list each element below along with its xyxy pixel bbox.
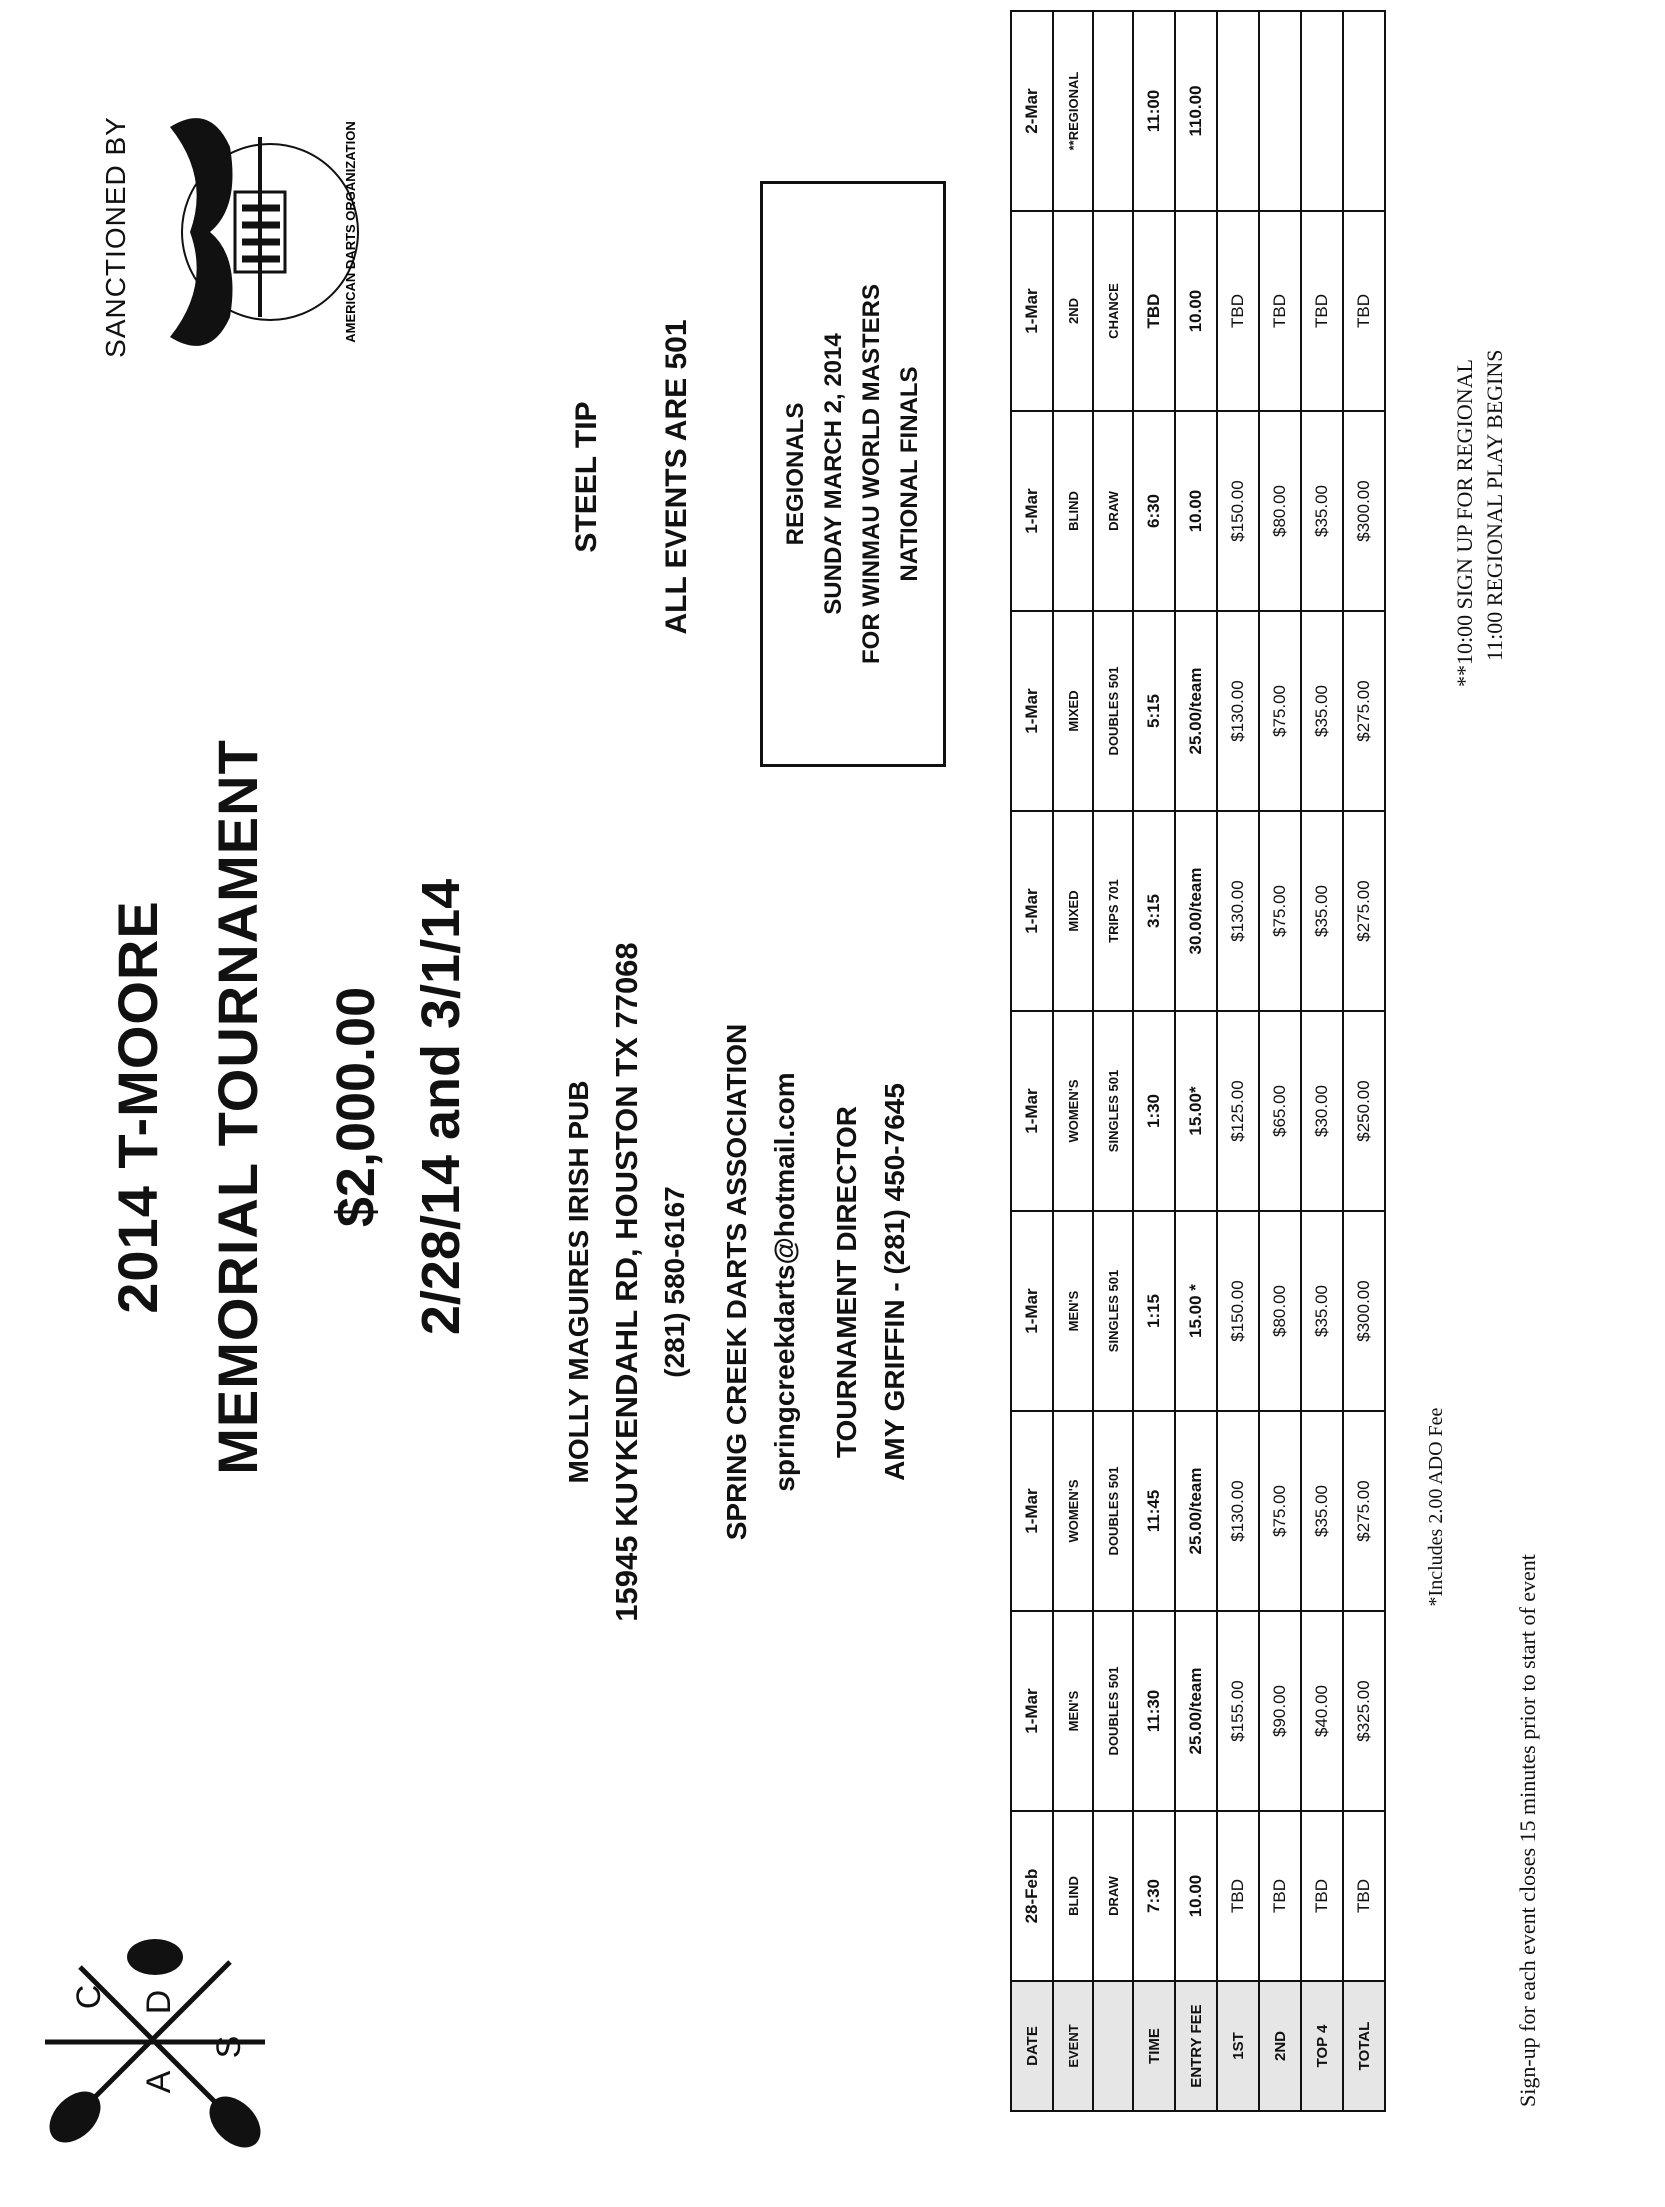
schedule-row-date	[1011, 11, 1053, 2111]
regionals-date: SUNDAY MARCH 2, 2014	[820, 333, 847, 615]
schedule-cell: 1-Mar	[1011, 1011, 1053, 1211]
schedule-cell: 1-Mar	[1011, 211, 1053, 411]
schedule-cell: 25.00/team	[1175, 1611, 1217, 1811]
regional-signup-note: **10:00 SIGN UP FOR REGIONAL	[1452, 359, 1477, 687]
schedule-cell	[1301, 11, 1343, 211]
venue-name: MOLLY MAGUIRES IRISH PUB	[563, 1080, 594, 1484]
schedule-cell: 10.00	[1175, 411, 1217, 611]
schedule-cell: $130.00	[1217, 611, 1259, 811]
logo-letter-a: A	[140, 2070, 178, 2094]
schedule-cell: 1:30	[1133, 1011, 1175, 1211]
schedule-cell: 28-Feb	[1011, 1811, 1053, 1981]
schedule-cell	[1259, 11, 1301, 211]
row-label	[1093, 1981, 1133, 2111]
schedule-cell: 6:30	[1133, 411, 1175, 611]
schedule-cell: $250.00	[1343, 1011, 1385, 1211]
steel-tip-label: STEEL TIP	[570, 401, 603, 553]
logo-letter-d: D	[140, 1989, 178, 2015]
schedule-cell: 25.00/team	[1175, 611, 1217, 811]
schedule-cell: 2-Mar	[1011, 11, 1053, 211]
schedule-cell: $75.00	[1259, 1411, 1301, 1611]
schedule-row-entry-fee	[1175, 11, 1217, 2111]
logo-letter-c: C	[70, 1984, 108, 2010]
schedule-row-type	[1093, 11, 1133, 2111]
schedule-cell: MIXED	[1053, 611, 1093, 811]
schedule-cell: $40.00	[1301, 1611, 1343, 1811]
schedule-cell: $300.00	[1343, 1211, 1385, 1411]
schedule-cell: 1-Mar	[1011, 1411, 1053, 1611]
schedule-cell: 11:45	[1133, 1411, 1175, 1611]
schedule-cell: TBD	[1133, 211, 1175, 411]
row-label: DATE	[1011, 1981, 1053, 2111]
schedule-cell: $325.00	[1343, 1611, 1385, 1811]
row-label: 1ST	[1217, 1981, 1259, 2111]
row-label: TOTAL	[1343, 1981, 1385, 2111]
schedule-cell: $80.00	[1259, 411, 1301, 611]
ado-logo	[150, 87, 360, 377]
ado-fee-note: *Includes 2.00 ADO Fee	[1425, 1407, 1447, 1607]
schedule-cell: DRAW	[1093, 411, 1133, 611]
schedule-cell: 1-Mar	[1011, 411, 1053, 611]
schedule-row-second	[1259, 11, 1301, 2111]
schedule-row-first	[1217, 11, 1259, 2111]
schedule-cell: $75.00	[1259, 811, 1301, 1011]
schedule-cell: $75.00	[1259, 611, 1301, 811]
schedule-cell: $35.00	[1301, 611, 1343, 811]
schedule-cell: TBD	[1217, 211, 1259, 411]
association-email: springcreekdarts@hotmail.com	[769, 1072, 800, 1492]
schedule-cell: 5:15	[1133, 611, 1175, 811]
schedule-cell	[1217, 11, 1259, 211]
schedule-cell: SINGLES 501	[1093, 1211, 1133, 1411]
venue-address: 15945 KUYKENDAHL RD, HOUSTON TX 77068	[609, 942, 644, 1622]
schedule-cell: MIXED	[1053, 811, 1093, 1011]
schedule-cell: TBD	[1301, 211, 1343, 411]
schedule-cell: TBD	[1343, 211, 1385, 411]
schedule-cell: 15.00*	[1175, 1011, 1217, 1211]
director-title: TOURNAMENT DIRECTOR	[831, 1105, 862, 1459]
schedule-cell: $35.00	[1301, 411, 1343, 611]
logo-letter-s: S	[210, 2035, 248, 2059]
schedule-cell: 25.00/team	[1175, 1411, 1217, 1611]
row-label: ENTRY FEE	[1175, 1981, 1217, 2111]
schedule-cell: CHANCE	[1093, 211, 1133, 411]
row-label: TOP 4	[1301, 1981, 1343, 2111]
schedule-row-total	[1343, 11, 1385, 2111]
row-label: 2ND	[1259, 1981, 1301, 2111]
schedule-cell: $35.00	[1301, 811, 1343, 1011]
venue-phone: (281) 580-6167	[659, 1186, 690, 1378]
regional-play-note: 11:00 REGIONAL PLAY BEGINS	[1482, 349, 1507, 661]
schedule-cell: **REGIONAL	[1053, 11, 1093, 211]
signup-note: Sign-up for each event closes 15 minutes prior to start of event	[1515, 1554, 1540, 2107]
schedule-cell: 1-Mar	[1011, 1611, 1053, 1811]
schedule-cell: TBD	[1259, 211, 1301, 411]
schedule-cell	[1093, 11, 1133, 211]
schedule-cell: $300.00	[1343, 411, 1385, 611]
schedule-cell: DOUBLES 501	[1093, 611, 1133, 811]
schedule-cell: 10.00	[1175, 211, 1217, 411]
schedule-cell: 10.00	[1175, 1811, 1217, 1981]
schedule-cell: BLIND	[1053, 1811, 1093, 1981]
schedule-cell: 15.00 *	[1175, 1211, 1217, 1411]
venue-block	[555, 757, 919, 1807]
schedule-cell: DRAW	[1093, 1811, 1133, 1981]
schedule-cell: TRIPS 701	[1093, 811, 1133, 1011]
schedule-cell: DOUBLES 501	[1093, 1411, 1133, 1611]
schedule-cell: 30.00/team	[1175, 811, 1217, 1011]
schedule-cell: $90.00	[1259, 1611, 1301, 1811]
schedule-cell: $65.00	[1259, 1011, 1301, 1211]
schedule-cell: MEN'S	[1053, 1211, 1093, 1411]
schedule-cell: 11:00	[1133, 11, 1175, 211]
schedule-cell: TBD	[1259, 1811, 1301, 1981]
row-label: TIME	[1133, 1981, 1175, 2111]
regionals-title: REGIONALS	[782, 402, 809, 546]
schedule-cell: 110.00	[1175, 11, 1217, 211]
schedule-cell: 1-Mar	[1011, 611, 1053, 811]
association-name: SPRING CREEK DARTS ASSOCIATION	[721, 1023, 752, 1541]
schedule-cell: $150.00	[1217, 411, 1259, 611]
regional-notes	[1450, 127, 1510, 687]
schedule-cell: MEN'S	[1053, 1611, 1093, 1811]
schedule-cell: 1:15	[1133, 1211, 1175, 1411]
schedule-cell: TBD	[1217, 1811, 1259, 1981]
schedule-cell: TBD	[1301, 1811, 1343, 1981]
schedule-cell: SINGLES 501	[1093, 1011, 1133, 1211]
all-events-label: ALL EVENTS ARE 501	[660, 319, 693, 635]
ado-logo-text: AMERICAN DARTS ORGANIZATION	[343, 121, 358, 343]
cdas-darts-logo	[40, 1927, 270, 2157]
schedule-cell: $125.00	[1217, 1011, 1259, 1211]
schedule-cell: 1-Mar	[1011, 1211, 1053, 1411]
schedule-cell: 3:15	[1133, 811, 1175, 1011]
schedule-cell: $150.00	[1217, 1211, 1259, 1411]
schedule-cell: $30.00	[1301, 1011, 1343, 1211]
regionals-event: FOR WINMAU WORLD MASTERS	[858, 284, 885, 664]
schedule-cell: 11:30	[1133, 1611, 1175, 1811]
regionals-box	[760, 181, 946, 767]
row-label: EVENT	[1053, 1981, 1093, 2111]
schedule-cell: $275.00	[1343, 1411, 1385, 1611]
schedule-cell: $275.00	[1343, 611, 1385, 811]
schedule-cell: BLIND	[1053, 411, 1093, 611]
schedule-cell: $155.00	[1217, 1611, 1259, 1811]
director-contact: AMY GRIFFIN - (281) 450-7645	[879, 1083, 910, 1481]
schedule-cell: 1-Mar	[1011, 811, 1053, 1011]
schedule-row-time	[1133, 11, 1175, 2111]
schedule-row-top4	[1301, 11, 1343, 2111]
prize-amount: $2,000.00	[326, 986, 386, 1228]
schedule-cell: TBD	[1343, 1811, 1385, 1981]
schedule-cell: $80.00	[1259, 1211, 1301, 1411]
sanctioned-by-label: SANCTIONED BY	[100, 116, 131, 358]
title-line-1: 2014 T-MOORE	[106, 900, 169, 1314]
schedule-cell: 7:30	[1133, 1811, 1175, 1981]
schedule-cell: $35.00	[1301, 1211, 1343, 1411]
schedule-cell	[1343, 11, 1385, 211]
schedule-cell: $35.00	[1301, 1411, 1343, 1611]
tournament-dates: 2/28/14 and 3/1/14	[411, 878, 471, 1336]
schedule-cell: WOMEN'S	[1053, 1011, 1093, 1211]
regionals-finals: NATIONAL FINALS	[896, 366, 923, 582]
schedule-row-event	[1053, 11, 1093, 2111]
schedule-cell: $275.00	[1343, 811, 1385, 1011]
title-line-2: MEMORIAL TOURNAMENT	[206, 739, 269, 1475]
schedule-cell: $130.00	[1217, 1411, 1259, 1611]
schedule-table	[1010, 10, 1386, 2112]
schedule-cell: 2ND	[1053, 211, 1093, 411]
schedule-cell: WOMEN'S	[1053, 1411, 1093, 1611]
schedule-cell: DOUBLES 501	[1093, 1611, 1133, 1811]
schedule-cell: $130.00	[1217, 811, 1259, 1011]
